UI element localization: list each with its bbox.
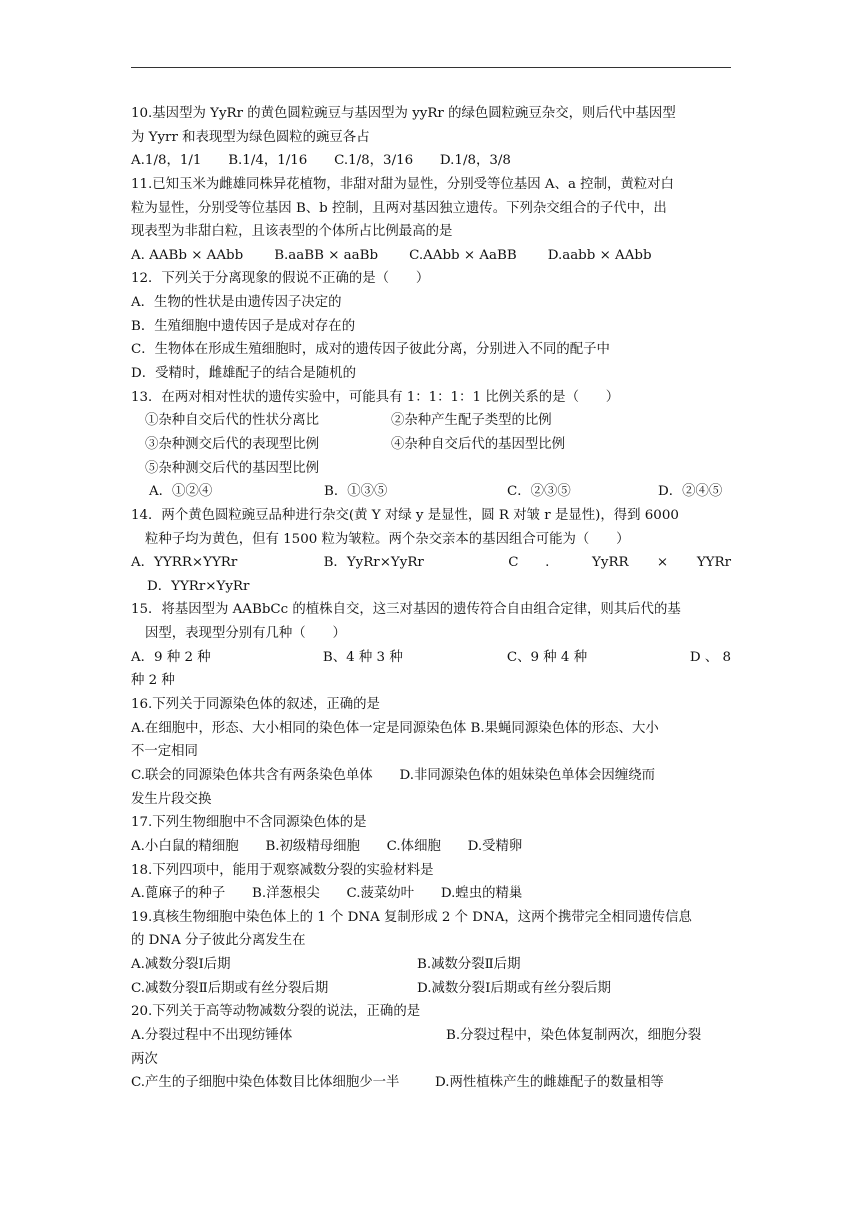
q11-stem-line-1: 11.已知玉米为雌雄同株异花植物，非甜对甜为显性，分别受等位基因 A、a 控制，黄粒对白 xyxy=(131,176,674,192)
q11-stem-line-2: 粒为显性，分别受等位基因 B、b 控制，且两对基因独立遗传。下列杂交组合的子代中，出 xyxy=(131,200,667,216)
q19-option-d: D.减数分裂Ⅰ后期或有丝分裂后期 xyxy=(417,980,611,996)
q10-options: A.1/8，1/1 B.1/4，1/16 C.1/8，3/16 D.1/8，3/8 xyxy=(131,153,511,169)
q13-item-3: ③杂种测交后代的表现型比例 xyxy=(145,436,320,452)
q17-stem: 17.下列生物细胞中不含同源染色体的是 xyxy=(131,815,367,831)
q11-stem-line-3: 现表型为非甜白粒，且该表型的个体所占比例最高的是 xyxy=(131,224,453,240)
document-body xyxy=(131,102,731,1095)
q10-stem-line-2: 为 Yyrr 和表现型为绿色圆粒的豌豆各占 xyxy=(131,129,370,145)
q12-option-c: C．生物体在形成生殖细胞时，成对的遗传因子彼此分离，分别进入不同的配子中 xyxy=(131,342,610,358)
q16-options-line-4: 发生片段交换 xyxy=(131,791,212,807)
q15-option-b: B、4 种 3 种 xyxy=(322,649,403,665)
q20-options-row-2 xyxy=(131,1071,731,1095)
q16-options-line-3: C.联会的同源染色体共含有两条染色单体 D.非同源染色体的姐妹染色单体会因缠绕而 xyxy=(131,767,655,783)
question-10 xyxy=(131,102,731,173)
q20-option-b-cont: 两次 xyxy=(131,1051,158,1067)
q20-option-d: D.两性植株产生的雌雄配子的数量相等 xyxy=(435,1075,664,1091)
q13-stem: 13．在两对相对性状的遗传实验中，可能具有 1：1：1：1 比例关系的是（ ） xyxy=(131,389,620,405)
q13-items-row-1 xyxy=(131,409,731,433)
q20-stem: 20.下列关于高等动物减数分裂的说法，正确的是 xyxy=(131,1004,421,1020)
q16-options-line-2: 不一定相同 xyxy=(131,744,198,760)
q14-stem-line-2: 粒种子均为黄色，但有 1500 粒为皱粒。两个杂交亲本的基因组合可能为（ ） xyxy=(145,531,630,547)
q14-option-c-times: × xyxy=(656,555,669,571)
question-11 xyxy=(131,173,731,268)
q12-option-d: D．受精时，雌雄配子的结合是随机的 xyxy=(131,366,356,382)
question-18 xyxy=(131,859,731,906)
q12-option-b: B．生殖细胞中遗传因子是成对存在的 xyxy=(131,318,356,334)
q15-option-d-cont: 种 2 种 xyxy=(131,673,175,689)
q19-options-row-1 xyxy=(131,953,731,977)
q20-option-b: B.分裂过程中，染色体复制两次，细胞分裂 xyxy=(446,1027,702,1043)
q19-options-row-2 xyxy=(131,977,731,1001)
q15-option-d: D 、 8 xyxy=(689,649,731,665)
q13-options xyxy=(131,480,731,504)
q14-option-c-letter: C xyxy=(508,555,519,571)
q19-option-c: C.减数分裂Ⅱ后期或有丝分裂后期 xyxy=(131,980,329,996)
q19-option-b: B.减数分裂Ⅱ后期 xyxy=(417,957,521,973)
q16-options-line-1: A.在细胞中，形态、大小相同的染色体一定是同源染色体 B.果蝇同源染色体的形态、大小 xyxy=(131,720,659,736)
question-14 xyxy=(131,504,731,599)
q15-option-c: C、9 种 4 种 xyxy=(506,649,588,665)
q14-option-c-part1: YyRR xyxy=(592,555,629,571)
q19-stem-line-1: 19.真核生物细胞中染色体上的 1 个 DNA 复制形成 2 个 DNA，这两个携带完全相同遗传信息 xyxy=(131,909,692,925)
question-20 xyxy=(131,1000,731,1095)
q20-option-c: C.产生的子细胞中染色体数目比体细胞少一半 xyxy=(131,1075,400,1091)
q17-options: A.小白鼠的精细胞 B.初级精母细胞 C.体细胞 D.受精卵 xyxy=(131,838,523,854)
q13-item-5: ⑤杂种测交后代的基因型比例 xyxy=(145,460,320,476)
q14-option-d: D．YYRr×YyRr xyxy=(147,578,250,594)
q13-items-row-2 xyxy=(131,433,731,457)
q13-option-b: B．①③⑤ xyxy=(324,484,388,500)
question-13 xyxy=(131,386,731,504)
q19-option-a: A.减数分裂Ⅰ后期 xyxy=(131,957,231,973)
q20-options-row-1 xyxy=(131,1024,731,1048)
q14-option-c-part2: YYRr xyxy=(696,555,731,571)
q14-option-c-dot: . xyxy=(545,555,550,571)
q15-stem-line-1: 15．将基因型为 AABbCc 的植株自交，这三对基因的遗传符合自由组合定律，则其后代的基 xyxy=(131,602,681,618)
q16-stem: 16.下列关于同源染色体的叙述，正确的是 xyxy=(131,697,380,713)
header-rule xyxy=(131,67,731,68)
q14-option-a: A．YYRR×YYRr xyxy=(131,555,238,571)
q12-stem: 12．下列关于分离现象的假说不正确的是（ ） xyxy=(131,271,430,287)
q14-options-row-1 xyxy=(131,551,731,575)
question-12 xyxy=(131,267,731,385)
question-19 xyxy=(131,906,731,1001)
q18-options: A.蓖麻子的种子 B.洋葱根尖 C.菠菜幼叶 D.蝗虫的精巢 xyxy=(131,886,523,902)
q13-item-1: ①杂种自交后代的性状分离比 xyxy=(145,413,320,429)
question-16 xyxy=(131,693,731,811)
q18-stem: 18.下列四项中，能用于观察减数分裂的实验材料是 xyxy=(131,862,434,878)
q13-option-d: D．②④⑤ xyxy=(658,484,723,500)
question-17 xyxy=(131,811,731,858)
q13-item-4: ④杂种自交后代的基因型比例 xyxy=(391,436,566,452)
q11-options: A. AABb × AAbb B.aaBB × aaBb C.AAbb × AaBB D.aabb × AAbb xyxy=(131,247,652,263)
q15-options xyxy=(131,646,731,670)
q13-option-a: A．①②④ xyxy=(149,484,213,500)
q14-stem-line-1: 14．两个黄色圆粒豌豆品种进行杂交(黄 Y 对绿 y 是显性，圆 R 对皱 r 是显性)，得到 6000 xyxy=(131,507,679,523)
q13-option-c: C．②③⑤ xyxy=(507,484,571,500)
question-15 xyxy=(131,598,731,693)
q15-option-a: A．9 种 2 种 xyxy=(131,649,211,665)
q20-option-a: A.分裂过程中不出现纺锤体 xyxy=(131,1027,293,1043)
q19-stem-line-2: 的 DNA 分子彼此分离发生在 xyxy=(131,933,306,949)
q10-stem-line-1: 10.基因型为 YyRr 的黄色圆粒豌豆与基因型为 yyRr 的绿色圆粒豌豆杂交，则后代中基因型 xyxy=(131,106,676,121)
q12-option-a: A．生物的性状是由遗传因子决定的 xyxy=(131,295,342,311)
q13-item-2: ②杂种产生配子类型的比例 xyxy=(391,413,552,429)
q14-option-b: B．YyRr×YyRr xyxy=(323,555,424,571)
q15-stem-line-2: 因型，表现型分别有几种（ ） xyxy=(145,626,346,642)
